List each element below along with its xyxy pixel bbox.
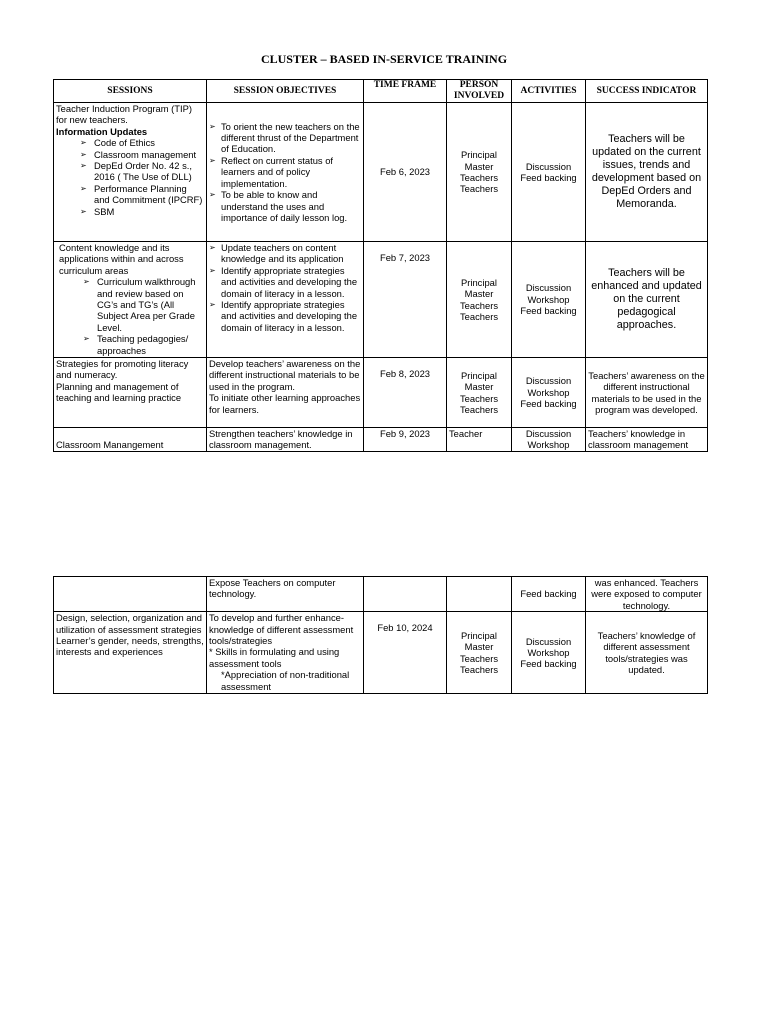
table-row: [54, 358, 708, 428]
person: Teachers: [459, 310, 499, 322]
indicator-cell: Teachers will be enhanced and updated on the current pedagogical approaches.: [586, 242, 708, 358]
session-cell: [54, 358, 207, 428]
session-cell: [54, 242, 207, 358]
activity: Discussion: [525, 282, 572, 294]
activities-cell: [512, 612, 586, 694]
list-item: ➢ To be able to know and understand the uses and importance of daily lesson log.: [209, 189, 361, 223]
indicator-cell: Teachers’ knowledge in classroom management: [586, 428, 708, 452]
session-line: Learner’s gender, needs, strengths, interests and experiences: [56, 635, 204, 658]
person: Principal: [461, 276, 497, 288]
list-item: ➢ SBM: [80, 206, 204, 217]
person: Master Teachers: [459, 160, 499, 183]
session-items: [59, 276, 204, 356]
objectives-cell: Strengthen teachers’ knowledge in classroom management.: [207, 428, 364, 452]
time-frame-cell: Feb 7, 2023: [364, 242, 447, 358]
activity: Discussion: [525, 635, 572, 647]
header-sessions: SESSIONS: [54, 80, 207, 103]
time-frame-cell: Feb 8, 2023: [364, 358, 447, 428]
objectives-cell: [207, 358, 364, 428]
table-row: [54, 242, 708, 358]
objectives-list: [209, 121, 361, 224]
activity: Discussion: [525, 375, 572, 387]
activity: Discussion: [525, 160, 572, 172]
person: Master Teachers: [459, 381, 499, 404]
objective-line: To develop and further enhance- knowledge of different assessment tools/strategies: [209, 612, 354, 647]
session-cell: [54, 103, 207, 242]
activity: Discussion: [525, 428, 572, 439]
list-item: ➢ Curriculum walkthrough and review based on CG’s and TG’s (All Subject Area per Grade Level.: [83, 276, 204, 333]
session-cell: [54, 612, 207, 694]
training-table: [53, 79, 708, 452]
time-frame-cell: [364, 577, 447, 612]
person: Teachers: [459, 403, 499, 415]
header-person-involved: PERSON INVOLVED: [447, 80, 512, 103]
session-line: Design, selection, organization and utilization of assessment strategies: [56, 612, 202, 635]
persons-cell: [447, 577, 512, 612]
objective-line: Develop teachers’ awareness on the different instructional materials to be used in the program.: [209, 358, 361, 392]
list-item: ➢ Identify appropriate strategies and activities and developing the domain of literacy in a lesson.: [209, 299, 361, 333]
objectives-list: [209, 242, 361, 333]
document-title: CLUSTER – BASED IN-SERVICE TRAINING: [260, 52, 508, 66]
activity: Workshop: [527, 293, 570, 305]
indicator-cell: Teachers will be updated on the current issues, trends and development based on DepEd Orders and Memoranda.: [586, 103, 708, 242]
header-row: [54, 80, 708, 103]
persons-cell: [447, 358, 512, 428]
objective-line: * Skills in formulating and using assessment tools: [209, 646, 340, 669]
time-frame-cell: Feb 9, 2023: [364, 428, 447, 452]
list-item: ➢ DepEd Order No. 42 s., 2016 ( The Use of DLL): [80, 160, 204, 183]
activities-cell: [512, 358, 586, 428]
person: Principal: [461, 629, 497, 641]
time-frame-cell: Feb 10, 2024: [364, 612, 447, 694]
list-item: ➢ Reflect on current status of learners and of policy implementation.: [209, 155, 361, 189]
session-heading: Information Updates: [56, 125, 148, 137]
header-activities: ACTIVITIES: [512, 80, 586, 103]
person: Teachers: [459, 183, 499, 195]
session-intro: Content knowledge and its applications within and across curriculum areas: [59, 242, 184, 276]
persons-cell: [447, 103, 512, 242]
list-item: ➢ Code of Ethics: [80, 137, 204, 148]
indicator-cell: Teachers’ knowledge of different assessment tools/strategies was updated.: [586, 612, 708, 694]
objective-line: To initiate other learning approaches for learners.: [209, 392, 361, 415]
session-items: [56, 137, 204, 217]
activity: Feed backing: [520, 172, 577, 183]
header-success-indicator: SUCCESS INDICATOR: [586, 80, 708, 103]
table-row: [54, 103, 708, 242]
indicator-cell: was enhanced. Teachers were exposed to computer technology.: [586, 577, 708, 612]
list-item: ➢ To orient the new teachers on the different thrust of the Department of Education.: [209, 121, 361, 155]
activities-cell: [512, 428, 586, 452]
objectives-cell: Expose Teachers on computer technology.: [207, 577, 364, 612]
person: Principal: [461, 369, 497, 381]
persons-cell: [447, 612, 512, 694]
activity: Feed backing: [520, 398, 577, 410]
person: Principal: [461, 149, 497, 161]
activity: Feed backing: [520, 658, 577, 670]
table-row: [54, 428, 708, 452]
activities-cell: [512, 242, 586, 358]
activity: Feed backing: [520, 305, 577, 317]
list-item: ➢ Performance Planning and Commitment (IPCRF): [80, 183, 204, 206]
list-item: ➢ Teaching pedagogies/ approaches: [83, 333, 204, 356]
persons-cell: Teacher: [447, 428, 512, 452]
person: Master Teachers: [459, 288, 499, 311]
session-line: Planning and management of teaching and learning practice: [56, 380, 182, 404]
objective-line: *Appreciation of non-traditional assessment: [221, 669, 350, 692]
time-frame-cell: Feb 6, 2023: [364, 103, 447, 242]
continuation-table: [53, 576, 708, 694]
objectives-cell: [207, 612, 364, 694]
header-session-objectives: SESSION OBJECTIVES: [207, 80, 364, 103]
list-item: ➢ Identify appropriate strategies and activities and developing the domain of literacy in a lesson.: [209, 265, 361, 299]
session-line: Strategies for promoting literacy and numeracy.: [56, 358, 189, 381]
table-row: [54, 612, 708, 694]
objectives-cell: [207, 103, 364, 242]
activities-cell: Feed backing: [512, 577, 586, 612]
objectives-cell: [207, 242, 364, 358]
activities-cell: [512, 103, 586, 242]
person: Master Teachers: [459, 641, 499, 664]
session-intro: Teacher Induction Program (TIP) for new teachers.: [56, 103, 192, 126]
session-cell: [54, 577, 207, 612]
indicator-cell: Teachers’ awareness on the different instructional materials to be used in the program was developed.: [586, 358, 708, 428]
person: Teachers: [459, 664, 499, 676]
session-cell: Classroom Manangement: [54, 428, 207, 452]
list-item: ➢ Update teachers on content knowledge and its application: [209, 242, 361, 265]
activity: Workshop: [527, 647, 570, 659]
activity: Workshop: [527, 439, 570, 451]
list-item: ➢ Classroom management: [80, 149, 204, 160]
activity: Workshop: [527, 386, 570, 398]
persons-cell: [447, 242, 512, 358]
table-row: [54, 577, 708, 612]
header-time-frame: TIME FRAME: [364, 80, 447, 103]
